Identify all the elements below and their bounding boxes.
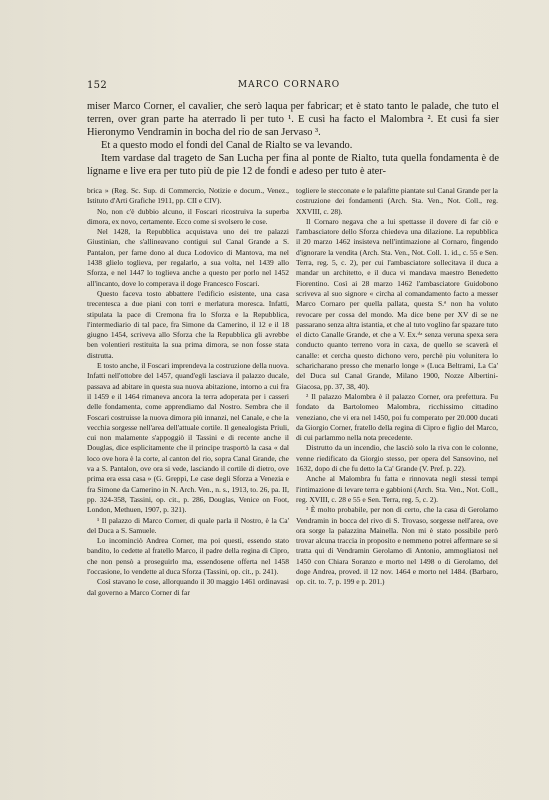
footnote-column-left [87, 186, 289, 598]
running-head: MARCO CORNARO [237, 80, 341, 90]
main-paragraph: Et a questo modo el fondi del Canal de Rialto se va levando. [101, 139, 353, 151]
footnote-paragraph: Il Cornaro negava che a lui spettasse il dovere di far ciò e l'ambasciatore dello Sforza chiedeva una dilazione. La repubblica il 20 marzo 1462 insisteva nell'intimazione al Cornaro, fingendo d'ignorare la vendita (Arch. Sta. Ven., Not. Coll. 1. id., c. 55 e Sen. Terra, reg. 5, c. 2), per cui l'ambasciatore sollecitava il duca a mandar un architetto, e il duca vi mandava maestro Benedetto Fiorentino. Così ai 28 marzo 1462 l'ambasciatore Guidobono scriveva al suo signore « circha al comandamento facto a messer Marco Cornaro per quella pallata, questa S.ª non ha voluto revocare per cossa del mondo. Ma dice bene per XV dì se ne passarano senza altra istantia, et che al tuto voglino far spazare tuto el dicto Canalle Grande, et che a V. Ex.ᵗⁱᵃ senza veruna spexa sera conducto quanto terreno vora in caxa, de quello se scaverà el canalle: et cercha questo dichono vero, perchè piu volunitera lo scharicharano presso che menarlo longe » (Luca Beltrami, La Ca' del Duca sul Canal Grande, Milano 1900, Nozze Albertini-Giacosa, pp. 37, 38, 40). [296, 216, 499, 391]
footnote-paragraph: ² Il palazzo Malombra è il palazzo Corner, ora prefettura. Fu fondato da Bartolomeo Malombra, ricchissimo cittadino veneziano, che vi era nel 1450, poi fu comperato per 20.000 ducati da Giorgio Corner, fratello della regina di Cipro e figlio del Marco, di cui parlammo nella nota precedente. [296, 391, 498, 443]
footnote-column-right [296, 186, 498, 588]
footnote-paragraph: Distrutto da un incendio, che lasciò solo la riva con le colonne, venne riedificato da Giorgio stesso, per opera del Sansovino, nel 1632, dopo di che fu detto la Ca' Grande (V. Pref. p. 22). [296, 443, 498, 474]
footnote-paragraph: Lo incominciò Andrea Corner, ma poi questi, essendo stato bandito, lo cedette al fratello Marco, il padre della regina di Cipro, che non pensò a proseguirlo ma, essendosene offerta nel 1458 l'occasione, lo vendette al duca Sforza (Tassini, op. cit., p. 241). [87, 536, 289, 576]
footnote-paragraph: Così stavano le cose, allorquando il 30 maggio 1461 ordinavasi dal governo a Marco Corner di far [87, 577, 289, 597]
footnote-paragraph: No, non c'è dubbio alcuno, il Foscari ricostruiva la superba dimora, ex novo, certamente. Ecco come si svolsero le cose. [87, 206, 289, 226]
footnote-paragraph: Nel 1428, la Repubblica acquistava uno dei tre palazzi Giustinian, che s'allineavano contigui sul Canal Grande a S. Pantalon, per farne dono al duca Lodovico di Mantova, ma nel 1438 glielo toglieva, per regalarlo, a sua volta, nel 1439 allo Sforza, e nel 1447 lo toglieva anche a questo per porlo nel 1452 all'incanto, dove lo comperava il doge Francesco Foscari. [87, 227, 289, 288]
main-text [87, 101, 499, 178]
footnote-paragraph: brica » (Reg. Sc. Sup. di Commercio, Notizie e docum., Venez., Istituto d'Arti Grafiche 1911, pp. CII e CIV). [87, 186, 289, 206]
main-paragraph: Item vardase dal trageto de San Lucha per fina al ponte de Rialto, tuta quella fondamenta è de lígname e live era per tuto più de pie 12 de fondi e adeso per tuto è ater- [87, 152, 499, 177]
page-number: 152 [87, 80, 107, 91]
page-header [87, 80, 491, 94]
footnote-paragraph: E tosto anche, il Foscari imprendeva la costruzione della nuova. Infatti nell'ottobre del 1457, quand'egli lasciava il palazzo ducale, passava ad abitare in questa sua nuova abitazione, intorno a cui fra il 1459 e il 1464 rimaneva ancora la terra adoperata per i casseri delle fondamenta, come apprendiamo dal Nostro. Sembra che il Foscari costruisse la nuova dimora più innanzi, nel Canale, e che la vecchia sorgesse nell'area dell'attuale cortile. Il genealogista Priuli, cui non malamente s'appoggiò il Tassini e di recente anche il Douglas, dice esplicitamente che il principe trasportò la casa « dal loco ove hora è la corte, al canton del rio, sopra Canal Grande, che va a S. Pantalon, ove ora si vede, lasciando il cortile di dietro, ove prima era essa casa » (G. Greppi, Le case degli Sforza a Venezia e fra Simone da Camerino in N. Arch. Ven., n. s., 1913, to. 26, pa. II, pp. 324-358, Tassini, op. cit., p. 286, Douglas, Venice on Foot, London, Methuen, 1907, p. 321). [87, 361, 289, 515]
main-paragraph: miser Marco Corner, el cavalier, che serò laqua per fabricar; et è stato tanto le palade, che tuto el terren, over gran parte ha aterrado lì per tuto ¹. E cusì ha facto el Malombra ². Et cusì fa sier Hieronymo Vendramin in bocha del rio de san Jervaso ³. [87, 101, 499, 138]
footnote-paragraph: Questo faceva tosto abbattere l'edificio esistente, una casa trecentesca a due piani con torri e merlatura moresca. Infatti, stipulata la pace di Cremona fra lo Sforza e la Repubblica, l'intermediario di tal pace, fra Simone da Camerino, il 12 e il 18 giugno 1454, scriveva allo Sforza che la Repubblica gli avrebbe ben volentieri restituita la sua prima dimora, se non fosse stata distrutta. [87, 288, 289, 360]
footnote-paragraph: Anche al Malombra fu fatta e rinnovata negli stessi tempi l'intimazione di levare terra e gabbioni (Arch. Sta. Ven., Not. Coll., reg. XVIII, c. 28 e 55 e Sen. Terra, reg. 5, c. 2). [296, 474, 498, 504]
footnote-paragraph: ¹ Il palazzo di Marco Corner, di quale parla il Nostro, è la Ca' del Duca a S. Samuele. [87, 515, 289, 535]
footnote-paragraph: ³ È molto probabile, per non di certo, che la casa di Gerolamo Vendramin in bocca del rivo di S. Trovaso, sorgesse nell'area, ove ora sorge la palazzina Mainella. Non mi è stato possibile però trovar alcuna traccia in proposito e nemmeno potrei affermare se si tratta qui di Vendramin Gerolamo di Antonio, ammogliatosi nel 1450 con Chiara Soranzo e morto nel 1498 o di Gerolamo, del doge Andrea, proved. il 12 nov. 1464 e morto nel 1484. (Barbaro, op. cit. to. 7, p. 199 e p. 201.) [296, 505, 498, 587]
footnote-paragraph: togliere le stecconate e le palafitte piantate sul Canal Grande per la costruzione dei fondamenti (Arch. Sta. Ven., Not. Coll., reg. XXVIII, c. 28). [296, 186, 498, 216]
